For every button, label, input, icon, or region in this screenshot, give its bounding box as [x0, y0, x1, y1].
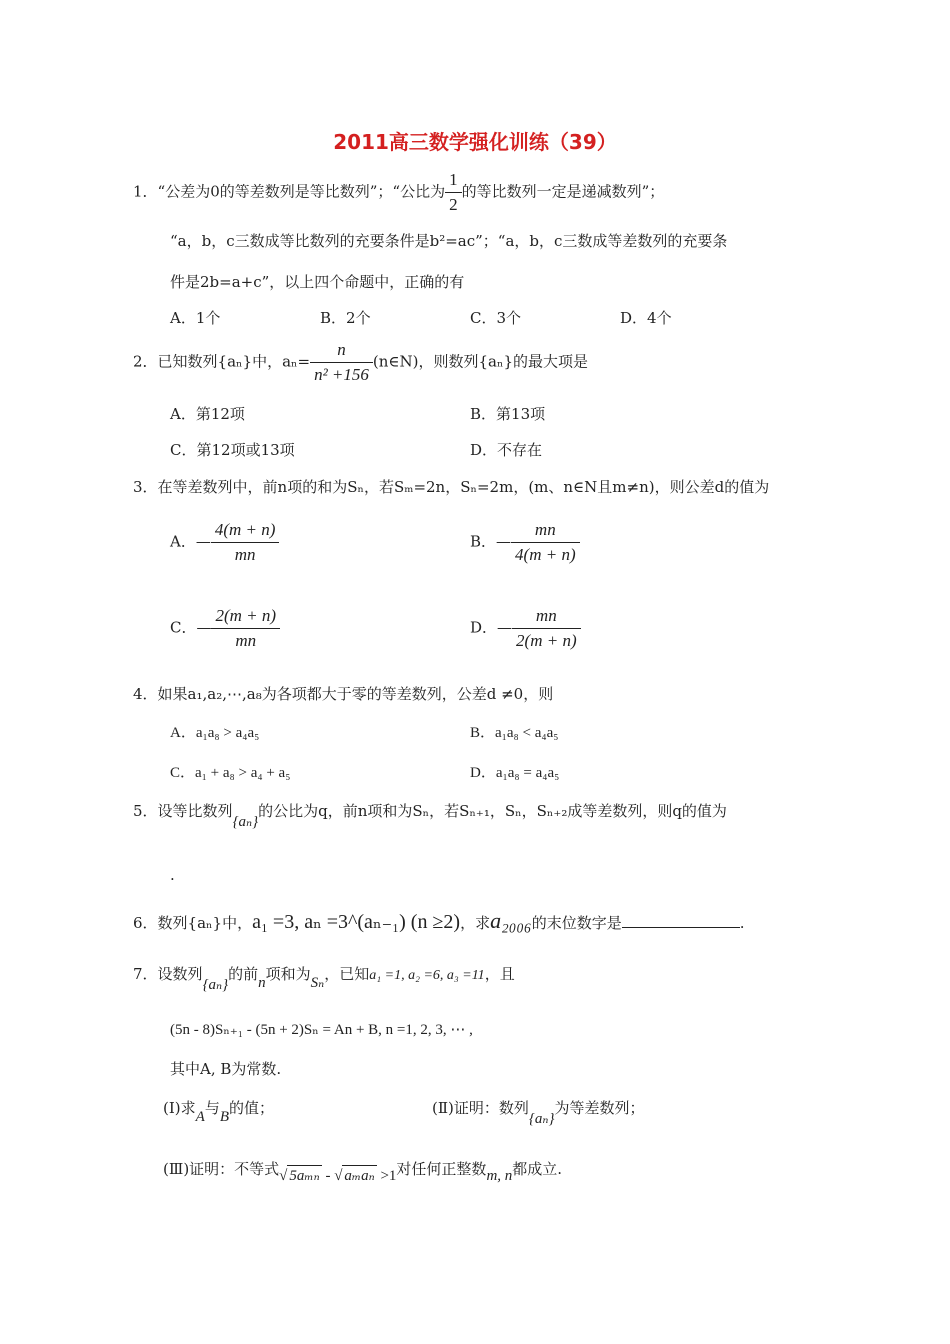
part-3-text-a: (Ⅲ)证明：不等式: [163, 1160, 280, 1178]
question-2-option-a: A．第12项: [170, 405, 245, 423]
part-3-mn: m, n: [486, 1168, 513, 1184]
option-fraction: [211, 606, 280, 651]
question-1-text-a: “公差为0的等差数列是等比数列”；“公比为: [157, 182, 446, 201]
question-5-line: [133, 800, 727, 830]
question-2-text-a: 已知数列{aₙ}中，aₙ=: [157, 352, 311, 371]
question-6-formula: a₁ =3, aₙ =3^(aₙ₋₁) (n ≥2): [252, 911, 461, 933]
minus-sign: —: [196, 618, 212, 637]
fraction-numerator: 4(m + n): [211, 520, 280, 543]
question-2-number: 2．: [133, 352, 158, 371]
minus-sign: —: [497, 618, 513, 637]
question-5-text-b: 的公比为q，前n项和为Sₙ，若Sₙ₊₁，Sₙ，Sₙ₊₂成等差数列，则q的值为: [258, 802, 727, 820]
question-7-n: n: [258, 975, 266, 991]
question-7-number: 7．: [133, 965, 158, 983]
part-1-text-c: 的值；: [229, 1099, 275, 1117]
question-3-option-c: [170, 606, 280, 651]
answer-blank[interactable]: [622, 913, 740, 928]
fraction-denominator: n² +156: [314, 365, 369, 384]
part-2-sequence: {aₙ}: [528, 1111, 555, 1127]
question-3-option-b: [470, 520, 580, 565]
question-7-recurrence: (5n - 8)Sₙ₊₁ - (5n + 2)Sₙ = An + B, n =1, 2, 3, ⋯ ,: [170, 1022, 473, 1038]
question-6-text-c: 的末位数字是: [531, 914, 622, 932]
option-label: C．: [170, 618, 197, 637]
question-4-option-c: C．a₁ + a₈ > a₄ + a₅: [170, 765, 291, 781]
fraction-numerator: 1: [445, 170, 462, 193]
greater-than-one: >1: [376, 1168, 397, 1184]
question-7-line-1: [133, 963, 515, 993]
question-2-text-b: (n∈N)，则数列{aₙ}的最大项是: [372, 352, 589, 371]
question-4-text: 如果a₁,a₂,⋯,a₈为各项都大于零的等差数列，公差d ≠0，则: [157, 685, 554, 703]
question-1-line-3: 件是2b=a+c”，以上四个命题中，正确的有: [170, 273, 465, 291]
sqrt-term-b: aₘaₙ: [342, 1165, 376, 1185]
question-1-fraction: [445, 170, 462, 215]
option-fraction: [511, 520, 580, 565]
question-7-text-b: 的前: [228, 965, 259, 983]
part-3-text-b: 对任何正整数: [396, 1160, 487, 1178]
question-7-sequence: {aₙ}: [202, 977, 229, 993]
question-4-option-a: A．a₁a₈ > a₄a₅: [170, 725, 260, 741]
part-1-text-b: 与: [204, 1099, 220, 1117]
fraction-numerator: mn: [512, 606, 581, 629]
part-3-text-c: 都成立.: [512, 1160, 563, 1178]
question-7-sn: Sₙ: [310, 975, 325, 991]
question-7-part-2: [432, 1097, 645, 1127]
question-4-option-d: D．a₁a₈ = a₄a₅: [470, 765, 560, 781]
question-6-text-b: ，求: [460, 914, 491, 932]
page-title: 2011高三数学强化训练（39）: [333, 130, 617, 154]
question-4-option-b: B．a₁a₈ < a₄a₅: [470, 725, 559, 741]
fraction-numerator: n: [310, 340, 373, 363]
option-label: A．: [170, 532, 196, 551]
question-2-option-d: D．不存在: [470, 441, 543, 459]
question-5-sequence: {aₙ}: [232, 814, 259, 830]
question-1-text-b: 的等比数列一定是递减数列”；: [461, 182, 665, 201]
option-label: B．: [470, 532, 497, 551]
minus-sign: —: [195, 532, 211, 551]
option-fraction: [512, 606, 581, 651]
question-2-option-b: B．第13项: [470, 405, 546, 423]
question-6-end: .: [739, 914, 745, 932]
question-1-number: 1．: [133, 182, 158, 201]
option-label: D．: [470, 618, 498, 637]
question-2-line: [133, 340, 588, 385]
question-4-number: 4．: [133, 685, 158, 703]
question-7-part-3: [163, 1158, 563, 1184]
part-1-A: A: [195, 1109, 205, 1125]
fraction-denominator: mn: [235, 631, 257, 650]
part-1-B: B: [219, 1109, 229, 1125]
sqrt-term-a: 5aₘₙ: [287, 1165, 321, 1185]
part-1-text-a: (Ⅰ)求: [163, 1099, 196, 1117]
fraction-denominator: 2(m + n): [516, 631, 577, 650]
question-6-number: 6．: [133, 914, 158, 932]
question-4-line: [133, 683, 553, 704]
option-fraction: [211, 520, 280, 565]
question-3-text: 在等差数列中，前n项的和为Sₙ，若Sₘ=2n，Sₙ=2m，(m、n∈N且m≠n)，则公差d的值为: [157, 478, 770, 496]
question-5-text-a: 设等比数列: [157, 802, 233, 820]
question-7-part-1: [163, 1097, 275, 1125]
part-2-text-b: 为等差数列；: [554, 1099, 645, 1117]
question-5-number: 5．: [133, 802, 158, 820]
question-1-option-a: A．1个: [170, 309, 221, 327]
question-3-line: [133, 476, 769, 497]
question-1-option-d: D．4个: [620, 309, 672, 327]
question-1-line-1: [133, 170, 664, 215]
question-7-constants: 其中A, B为常数.: [170, 1060, 282, 1078]
question-2-option-c: C．第12项或13项: [170, 441, 295, 459]
question-1-option-b: B．2个: [320, 309, 371, 327]
question-3-number: 3．: [133, 478, 158, 496]
question-6-text-a: 数列{aₙ}中，: [157, 914, 253, 932]
fraction-denominator: 4(m + n): [515, 545, 576, 564]
part-2-text-a: (Ⅱ)证明：数列: [432, 1099, 529, 1117]
question-6-target: a₂₀₀₆: [490, 908, 532, 933]
fraction-denominator: 2: [449, 195, 458, 214]
part-3-inequality: √ 5aₘₙ - √ aₘaₙ >1: [279, 1168, 396, 1184]
fraction-numerator: mn: [511, 520, 580, 543]
question-7-given: a₁ =1, a₂ =6, a₃ =11: [369, 968, 485, 983]
question-7-text-a: 设数列: [157, 965, 203, 983]
question-3-option-d: [470, 606, 581, 651]
question-1-option-c: C．3个: [470, 309, 522, 327]
question-7-text-d: ，已知: [324, 965, 370, 983]
question-5-tail: .: [170, 866, 175, 884]
fraction-numerator: 2(m + n): [211, 606, 280, 629]
question-7-text-e: ，且: [484, 965, 515, 983]
question-1-line-2: “a，b，c三数成等比数列的充要条件是b²=ac”；“a，b，c三数成等差数列的充要条: [170, 232, 728, 250]
fraction-denominator: mn: [234, 545, 256, 564]
question-3-option-a: [170, 520, 279, 565]
question-2-fraction: [310, 340, 373, 385]
question-7-text-c: 项和为: [265, 965, 311, 983]
minus-sign: -: [321, 1168, 335, 1184]
question-6-line: [133, 908, 744, 934]
minus-sign: —: [496, 532, 512, 551]
